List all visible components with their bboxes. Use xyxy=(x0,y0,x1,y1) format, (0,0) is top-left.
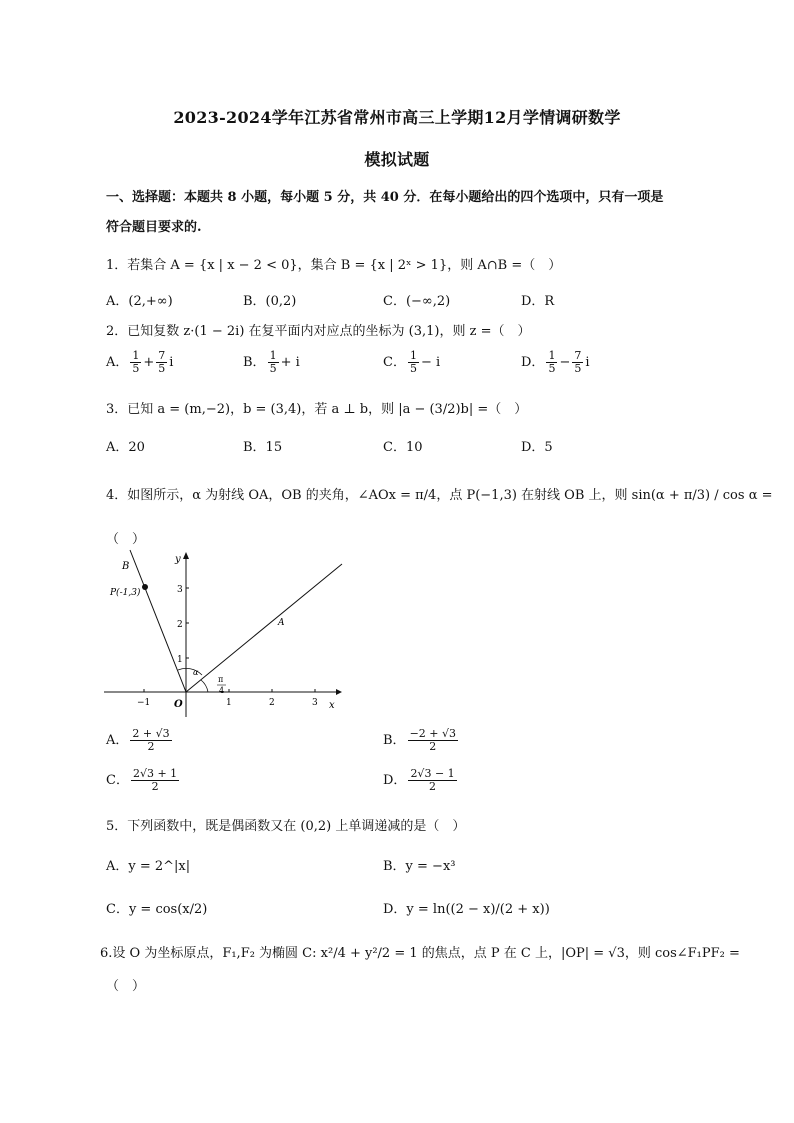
section-header: 一、选择题：本题共 8 小题，每小题 5 分，共 40 分．在每小题给出的四个选项中，只有一项是 xyxy=(106,190,664,205)
label-o: O xyxy=(174,699,183,710)
exam-title: 2023-2024学年江苏省常州市高三上学期12月学情调研数学 xyxy=(173,108,621,127)
question-1-stem: 1．若集合 A = {x | x − 2 < 0}，集合 B = {x | 2ˣ > 1}，则 A∩B =（ ） xyxy=(106,258,562,273)
label-a: A xyxy=(278,618,285,628)
q5-option-c: C．y = cos(x/2) xyxy=(106,902,208,917)
q5-option-a: A．y = 2^|x| xyxy=(106,859,191,874)
q3-option-a: A．20 xyxy=(106,440,145,455)
q2-option-d: D． $\frac{1}{5}$ − $\frac{7}{5}$ i xyxy=(521,349,590,375)
q4-option-d: D． $\frac{2√3 - 1}{2}$ xyxy=(383,767,455,793)
exam-subtitle: 模拟试题 xyxy=(364,150,430,169)
point-p xyxy=(142,584,148,590)
xtick-3: 3 xyxy=(312,698,318,708)
q1-option-d: D．R xyxy=(521,294,555,309)
label-x: x xyxy=(329,700,335,711)
q4-option-a: A． $\frac{2 + √3}{2}$ xyxy=(106,727,170,753)
label-alpha: α xyxy=(193,668,199,677)
question-2-stem: 2．已知复数 z·(1 − 2i) 在复平面内对应点的坐标为 (3,1)，则 z =（ ） xyxy=(106,324,531,339)
xtick-1: 1 xyxy=(226,698,232,708)
y-axis-arrow xyxy=(183,552,189,559)
question-6-stem-end: （ ） xyxy=(106,979,146,994)
question-3-stem: 3．已知 a = (m,−2)，b = (3,4)，若 a ⊥ b，则 |a − (3/2)b| =（ ） xyxy=(106,402,528,417)
label-pi: π xyxy=(218,675,224,684)
q4-option-c: C． $\frac{2√3 + 1}{2}$ xyxy=(106,767,178,793)
q1-option-b: B．(0,2) xyxy=(243,294,297,309)
ytick-3: 3 xyxy=(177,585,183,595)
label-b: B xyxy=(122,561,130,572)
q3-option-b: B．15 xyxy=(243,440,283,455)
angle-figure xyxy=(100,545,350,720)
section-header-cont: 符合题目要求的. xyxy=(106,220,202,235)
ray-oa xyxy=(186,564,342,692)
label-y: y xyxy=(175,554,181,565)
q2-option-c: C． $\frac{1}{5}$ − i xyxy=(383,349,441,375)
label-p: P(-1,3) xyxy=(110,588,141,598)
q4-option-b: B． $\frac{-2 + √3}{2}$ xyxy=(383,727,456,753)
question-4-stem-end: （ ） xyxy=(106,532,146,547)
x-axis-arrow xyxy=(336,689,342,695)
label-four: 4 xyxy=(219,686,225,695)
q3-option-c: C．10 xyxy=(383,440,423,455)
q2-option-b: B． $\frac{1}{5}$ + i xyxy=(243,349,300,375)
q5-option-d: D．y = ln((2 − x)/(2 + x)) xyxy=(383,902,550,917)
q1-option-c: C．(−∞,2) xyxy=(383,294,451,309)
pi4-arc xyxy=(201,680,208,692)
question-6-stem: 6.设 O 为坐标原点，F₁,F₂ 为椭圆 C: x²/4 + y²/2 = 1 的焦点，点 P 在 C 上，|OP| = √3，则 cos∠F₁PF₂ = xyxy=(100,946,740,961)
q2-option-a: A． $\frac{1}{5}$ + $\frac{7}{5}$ i xyxy=(106,349,174,375)
question-4-stem: 4．如图所示，α 为射线 OA，OB 的夹角，∠AOx = π/4，点 P(−1,3) 在射线 OB 上，则 sin(α + π/3) / cos α = xyxy=(106,488,773,503)
ytick-2: 2 xyxy=(177,620,183,630)
xtick-2: 2 xyxy=(269,698,275,708)
question-5-stem: 5．下列函数中，既是偶函数又在 (0,2) 上单调递减的是（ ） xyxy=(106,819,466,834)
q5-option-b: B．y = −x³ xyxy=(383,859,456,874)
q1-option-a: A．(2,+∞) xyxy=(106,294,173,309)
xtick-neg1: −1 xyxy=(137,698,151,708)
q3-option-d: D．5 xyxy=(521,440,553,455)
ytick-1: 1 xyxy=(177,655,183,665)
